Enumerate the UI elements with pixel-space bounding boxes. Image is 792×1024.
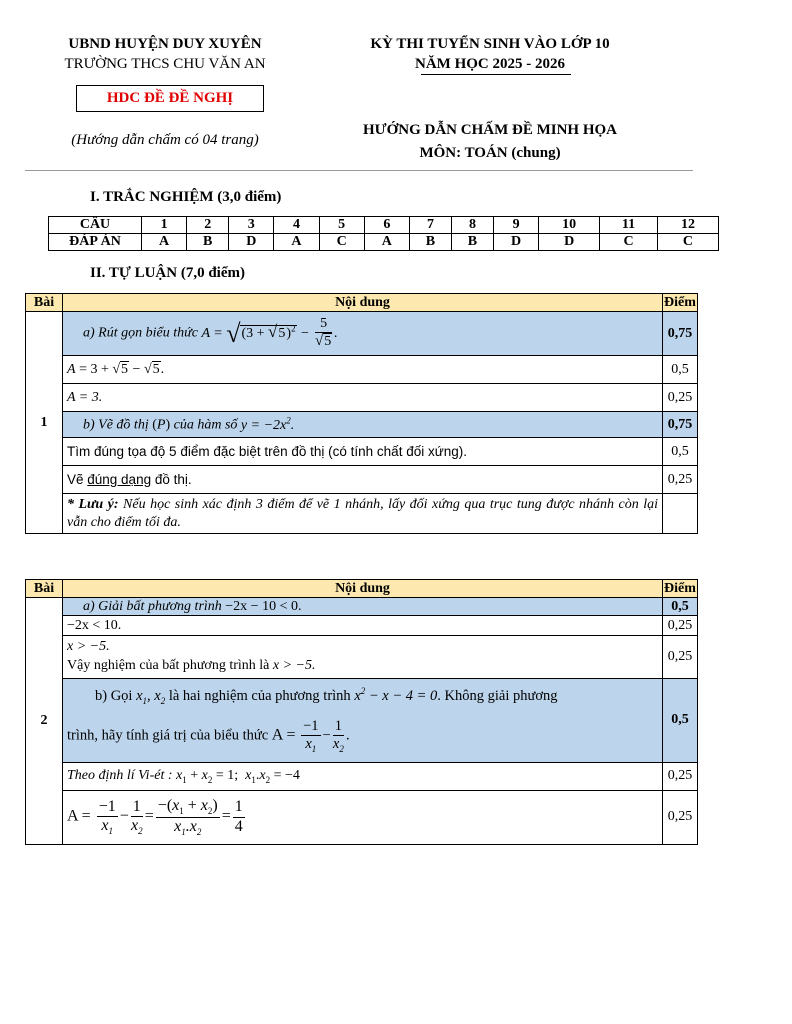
header-divider — [25, 170, 693, 171]
answer-key: C — [319, 234, 364, 251]
bai1-step1-score: 0,5 — [663, 356, 698, 384]
bai2-b-score: 0,5 — [663, 678, 698, 762]
question-number: 3 — [229, 217, 274, 234]
bai2-step2b — [67, 657, 658, 676]
bai2-final-text: A = $\frac{-1}{x_1}$ − $\frac{1}{x_2}$ = $\frac{-(x_1 + x_2)}{x_1.x_2}$ = $\frac{1}{4}$ — [63, 790, 663, 844]
bai2-step1-text: −2x < 10. — [63, 616, 663, 636]
vieta-prefix: Theo định lí Vi-ét : — [67, 767, 173, 783]
bai-number: 2 — [26, 598, 63, 845]
header-bai: Bài — [26, 580, 63, 598]
bai2-step2-text — [63, 636, 663, 679]
header-noi-dung: Nội dung — [63, 580, 663, 598]
bai2-vieta — [26, 762, 698, 790]
bai1-note-score — [663, 494, 698, 534]
question-number: 8 — [451, 217, 493, 234]
note-body: Nếu học sinh xác định 3 điểm để vẽ 1 nhánh, lấy đối xứng qua trục tung được nhánh còn lại vẫn cho điểm tối đa. — [67, 497, 658, 530]
question-number: 12 — [657, 217, 718, 234]
bai1-b-prefix: b) Vẽ đồ thị — [83, 417, 149, 433]
answer-key: B — [187, 234, 229, 251]
school-year: NĂM HỌC 2025 - 2026 — [415, 56, 565, 72]
bai2-step2a: x > −5. — [67, 639, 110, 654]
bai1-part-b — [26, 412, 698, 438]
bai-number: 1 — [26, 312, 63, 534]
step2b-prefix: Vậy nghiệm của bất phương trình là — [67, 657, 270, 673]
answer-key: B — [409, 234, 451, 251]
bai2-a-text: a) Giải bất phương trình — [83, 598, 222, 614]
section1-title: I. TRẮC NGHIỆM (3,0 điểm) — [90, 189, 282, 205]
answer-key: B — [451, 234, 493, 251]
b-text3: . Không giải phương — [437, 688, 558, 705]
header-noi-dung: Nội dung — [63, 294, 663, 312]
bai1-b-func: y = −2x — [240, 417, 287, 433]
bai1-part-a — [26, 312, 698, 356]
question-number: 4 — [274, 217, 319, 234]
pages-note: (Hướng dẫn chấm có 04 trang) — [71, 132, 259, 148]
bai2-vieta-score: 0,25 — [663, 762, 698, 790]
question-number: 10 — [539, 217, 600, 234]
answer-key: A — [274, 234, 319, 251]
bai1-a-question — [63, 312, 663, 356]
bai1-step3-text: Tìm đúng tọa độ 5 điểm đặc biệt trên đồ thị (có tính chất đối xứng). — [63, 438, 663, 466]
bai2-a-question — [63, 598, 663, 616]
step4-part-a: Vẽ — [67, 472, 88, 487]
bai2-final — [26, 790, 698, 844]
question-number: 9 — [493, 217, 538, 234]
school-name: TRƯỜNG THCS CHU VĂN AN — [64, 56, 266, 72]
answer-key: D — [229, 234, 274, 251]
dap-an-label: ĐÁP ÁN — [49, 234, 142, 251]
answer-key: A — [364, 234, 409, 251]
bai1-b-question: b) Vẽ đồ thị (P) của hàm số $y = -2x^2$. — [63, 412, 663, 438]
cau-label: CÂU — [49, 217, 142, 234]
answer-key: C — [657, 234, 718, 251]
bai1-step1 — [26, 356, 698, 384]
bai1-b-mid: của hàm số — [173, 417, 238, 433]
question-number: 5 — [319, 217, 364, 234]
bai2-step2-score: 0,25 — [663, 636, 698, 679]
step2b-math: x > −5. — [272, 657, 316, 673]
bai2-b-question — [63, 678, 663, 762]
grading-table-bai2 — [25, 579, 698, 845]
bai1-step2-score: 0,25 — [663, 384, 698, 412]
bai2-final-score: 0,25 — [663, 790, 698, 844]
header-bai: Bài — [26, 294, 63, 312]
b-text2: là hai nghiệm của phương trình — [168, 688, 351, 705]
question-number: 6 — [364, 217, 409, 234]
bai2-part-a — [26, 598, 698, 616]
exam-title: KỲ THI TUYỂN SINH VÀO LỚP 10 — [370, 36, 610, 52]
answer-numbers-row — [49, 217, 719, 234]
section2-title: II. TỰ LUẬN (7,0 điểm) — [90, 265, 246, 281]
answer-table — [48, 216, 719, 251]
bai2-vieta-text: Theo định lí Vi-ét : $x_1 + x_2 = 1$; $x_1.x_2 = -4$ — [63, 762, 663, 790]
question-number: 11 — [600, 217, 658, 234]
guide-title: HƯỚNG DẪN CHẤM ĐỀ MINH HỌA — [362, 122, 617, 138]
table-header-row — [26, 580, 698, 598]
step4-underlined: đúng dạng — [87, 472, 152, 487]
bai1-step1-text: A = 3 + √5 − √5. — [63, 356, 663, 384]
bai2-a-ineq: −2x − 10 < 0. — [225, 598, 302, 614]
b-text4: trình, hãy tính giá trị của biểu thức — [67, 727, 269, 744]
stamp-box: HDC ĐỀ ĐỀ NGHỊ — [76, 85, 264, 112]
bai1-step3 — [26, 438, 698, 466]
bai1-b-score: 0,75 — [663, 412, 698, 438]
answer-key: A — [142, 234, 187, 251]
bai1-step2 — [26, 384, 698, 412]
bai1-step3-score: 0,5 — [663, 438, 698, 466]
answer-keys-row — [49, 234, 719, 251]
question-number: 1 — [142, 217, 187, 234]
bai1-note-text — [63, 494, 663, 534]
note-label: * Lưu ý: — [67, 497, 119, 512]
bai2-part-b — [26, 678, 698, 762]
bai1-step4-score: 0,25 — [663, 466, 698, 494]
table-header-row — [26, 294, 698, 312]
grading-table-bai1 — [25, 293, 698, 534]
bai2-step1-score: 0,25 — [663, 616, 698, 636]
b-text1: b) Gọi — [95, 688, 133, 705]
bai2-step1 — [26, 616, 698, 636]
question-number: 7 — [409, 217, 451, 234]
subject: MÔN: TOÁN (chung) — [419, 145, 561, 161]
answer-key: C — [600, 234, 658, 251]
bai1-a-formula: $A = √(3 + √5)^2$ − $\frac{5}{√5}$ . — [201, 316, 338, 350]
bai2-b-line2: trình, hãy tính giá trị của biểu thức A = $\frac{-1}{x_1}$ − $\frac{1}{x_2}$ . — [67, 718, 350, 754]
school-authority: UBND HUYỆN DUY XUYÊN — [68, 36, 262, 52]
bai2-a-score: 0,5 — [663, 598, 698, 616]
bai1-note — [26, 494, 698, 534]
bai1-a-prefix: a) Rút gọn biểu thức — [83, 325, 198, 341]
header-diem: Điểm — [664, 294, 696, 310]
bai1-step4 — [26, 466, 698, 494]
year-underline — [421, 74, 571, 75]
answer-key: D — [493, 234, 538, 251]
bai1-a-score: 0,75 — [663, 312, 698, 356]
bai2-b-line1: b) Gọi $x_1$, $x_2$ là hai nghiệm của phương trình $x^2 - x - 4 = 0$. Không giải phương — [95, 686, 558, 707]
bai2-step2 — [26, 636, 698, 679]
bai1-step4-text — [63, 466, 663, 494]
header-diem: Điểm — [664, 580, 696, 596]
answer-key: D — [539, 234, 600, 251]
question-number: 2 — [187, 217, 229, 234]
step4-part-b: đồ thị. — [151, 472, 192, 487]
bai1-step2-text: A = 3. — [63, 384, 663, 412]
